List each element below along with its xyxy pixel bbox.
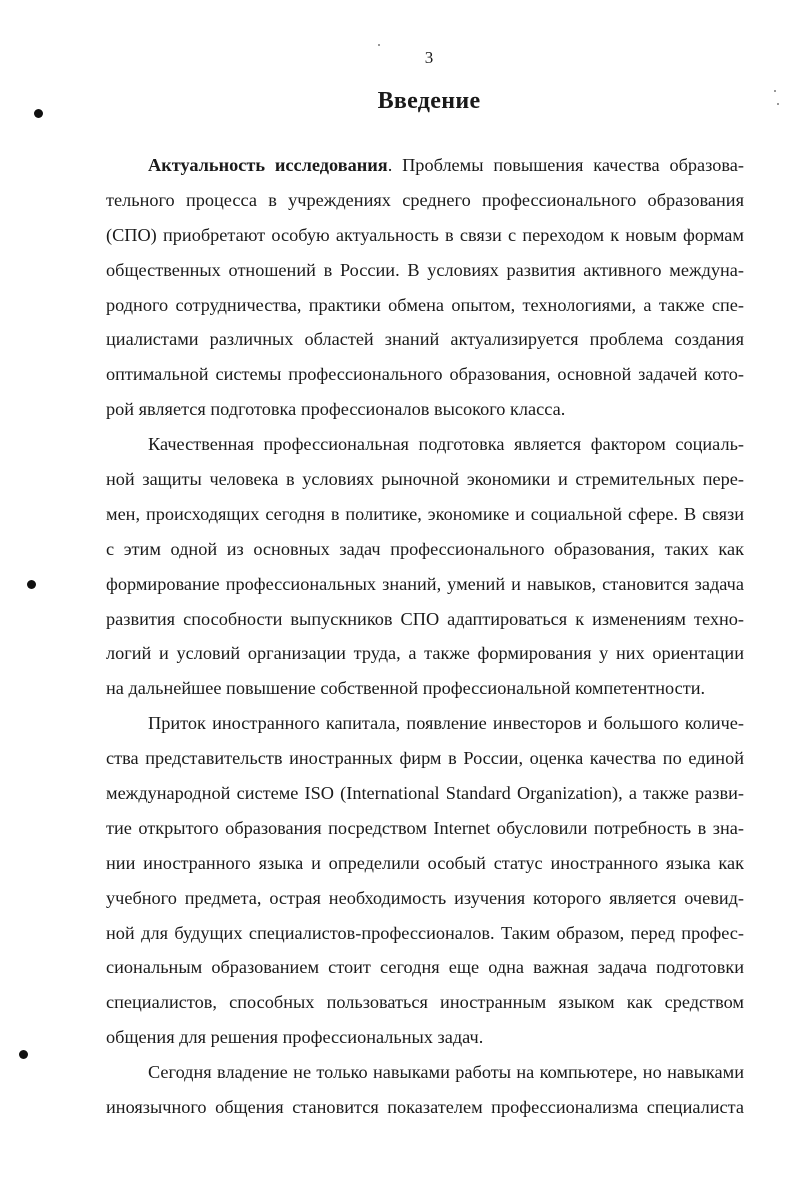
text-line: на дальнейшее повышение собственной профессиональной компетентности.: [106, 678, 706, 699]
scan-hole-mark: [19, 1050, 28, 1059]
lead-continuation: . Проблемы повышения качества образова-: [387, 155, 744, 175]
text-line: циалистами различных областей знаний актуализируется проблема создания: [106, 329, 744, 350]
paragraph: [106, 148, 744, 427]
scan-hole-mark: [27, 580, 36, 589]
paragraph: [106, 706, 744, 1055]
text-line: тие открытого образования посредством Internet обусловили потребность в зна-: [106, 817, 744, 838]
text-line: общения для решения профессиональных задач.: [106, 1027, 484, 1048]
scan-speck: [777, 103, 779, 105]
scan-speck: [378, 44, 380, 46]
text-line: с этим одной из основных задач профессионального образования, таких как: [106, 538, 744, 559]
text-line: родного сотрудничества, практики обмена опытом, технологиями, а также спе-: [106, 294, 744, 315]
text-line: международной системе ISO (International Standard Organization), а также разви-: [106, 783, 744, 804]
scan-speck: [774, 90, 776, 92]
text-line: Приток иностранного капитала, появление инвесторов и большого количе-: [148, 713, 744, 734]
text-line: оптимальной системы профессионального образования, основной задачей кото-: [106, 364, 744, 385]
text-line: Сегодня владение не только навыками работы на компьютере, но навыками: [148, 1062, 744, 1083]
text-line: специалистов, способных пользоваться иностранным языком как средством: [106, 992, 744, 1013]
text-line: развития способности выпускников СПО адаптироваться к изменениям техно-: [106, 608, 744, 629]
text-line: иноязычного общения становится показателем профессионализма специалиста: [106, 1097, 744, 1118]
text-line: сиональным образованием стоит сегодня еще одна важная задача подготовки: [106, 957, 744, 978]
body-text: [106, 148, 744, 1125]
paragraph: [106, 1055, 744, 1125]
page-title: Введение: [377, 88, 481, 114]
lead-phrase: Актуальность исследования: [148, 155, 388, 175]
text-line: логий и условий организации труда, а также формирования у них ориентации: [106, 643, 744, 664]
text-line: учебного предмета, острая необходимость изучения которого является очевид-: [106, 887, 744, 908]
text-line: мен, происходящих сегодня в политике, экономике и социальной сфере. В связи: [106, 503, 744, 524]
text-line: нии иностранного языка и определили особый статус иностранного языка как: [106, 852, 744, 873]
scan-hole-mark: [34, 109, 43, 118]
text-line: (СПО) приобретают особую актуальность в связи с переходом к новым формам: [106, 224, 744, 245]
text-line: [106, 148, 744, 183]
paragraph: [106, 427, 744, 706]
text-line: рой является подготовка профессионалов высокого класса.: [106, 399, 566, 420]
text-line: ной защиты человека в условиях рыночной экономики и стремительных пере-: [106, 469, 744, 490]
text-line: общественных отношений в России. В условиях развития активного междуна-: [106, 259, 744, 280]
text-line: формирование профессиональных знаний, умений и навыков, становится задача: [106, 573, 744, 594]
text-line: Качественная профессиональная подготовка является фактором социаль-: [148, 434, 744, 455]
page-number: 3: [424, 48, 434, 67]
text-line: ной для будущих специалистов-профессионалов. Таким образом, перед профес-: [106, 922, 744, 943]
text-line: тельного процесса в учреждениях среднего профессионального образования: [106, 189, 744, 210]
text-line: ства представительств иностранных фирм в России, оценка качества по единой: [106, 748, 744, 769]
